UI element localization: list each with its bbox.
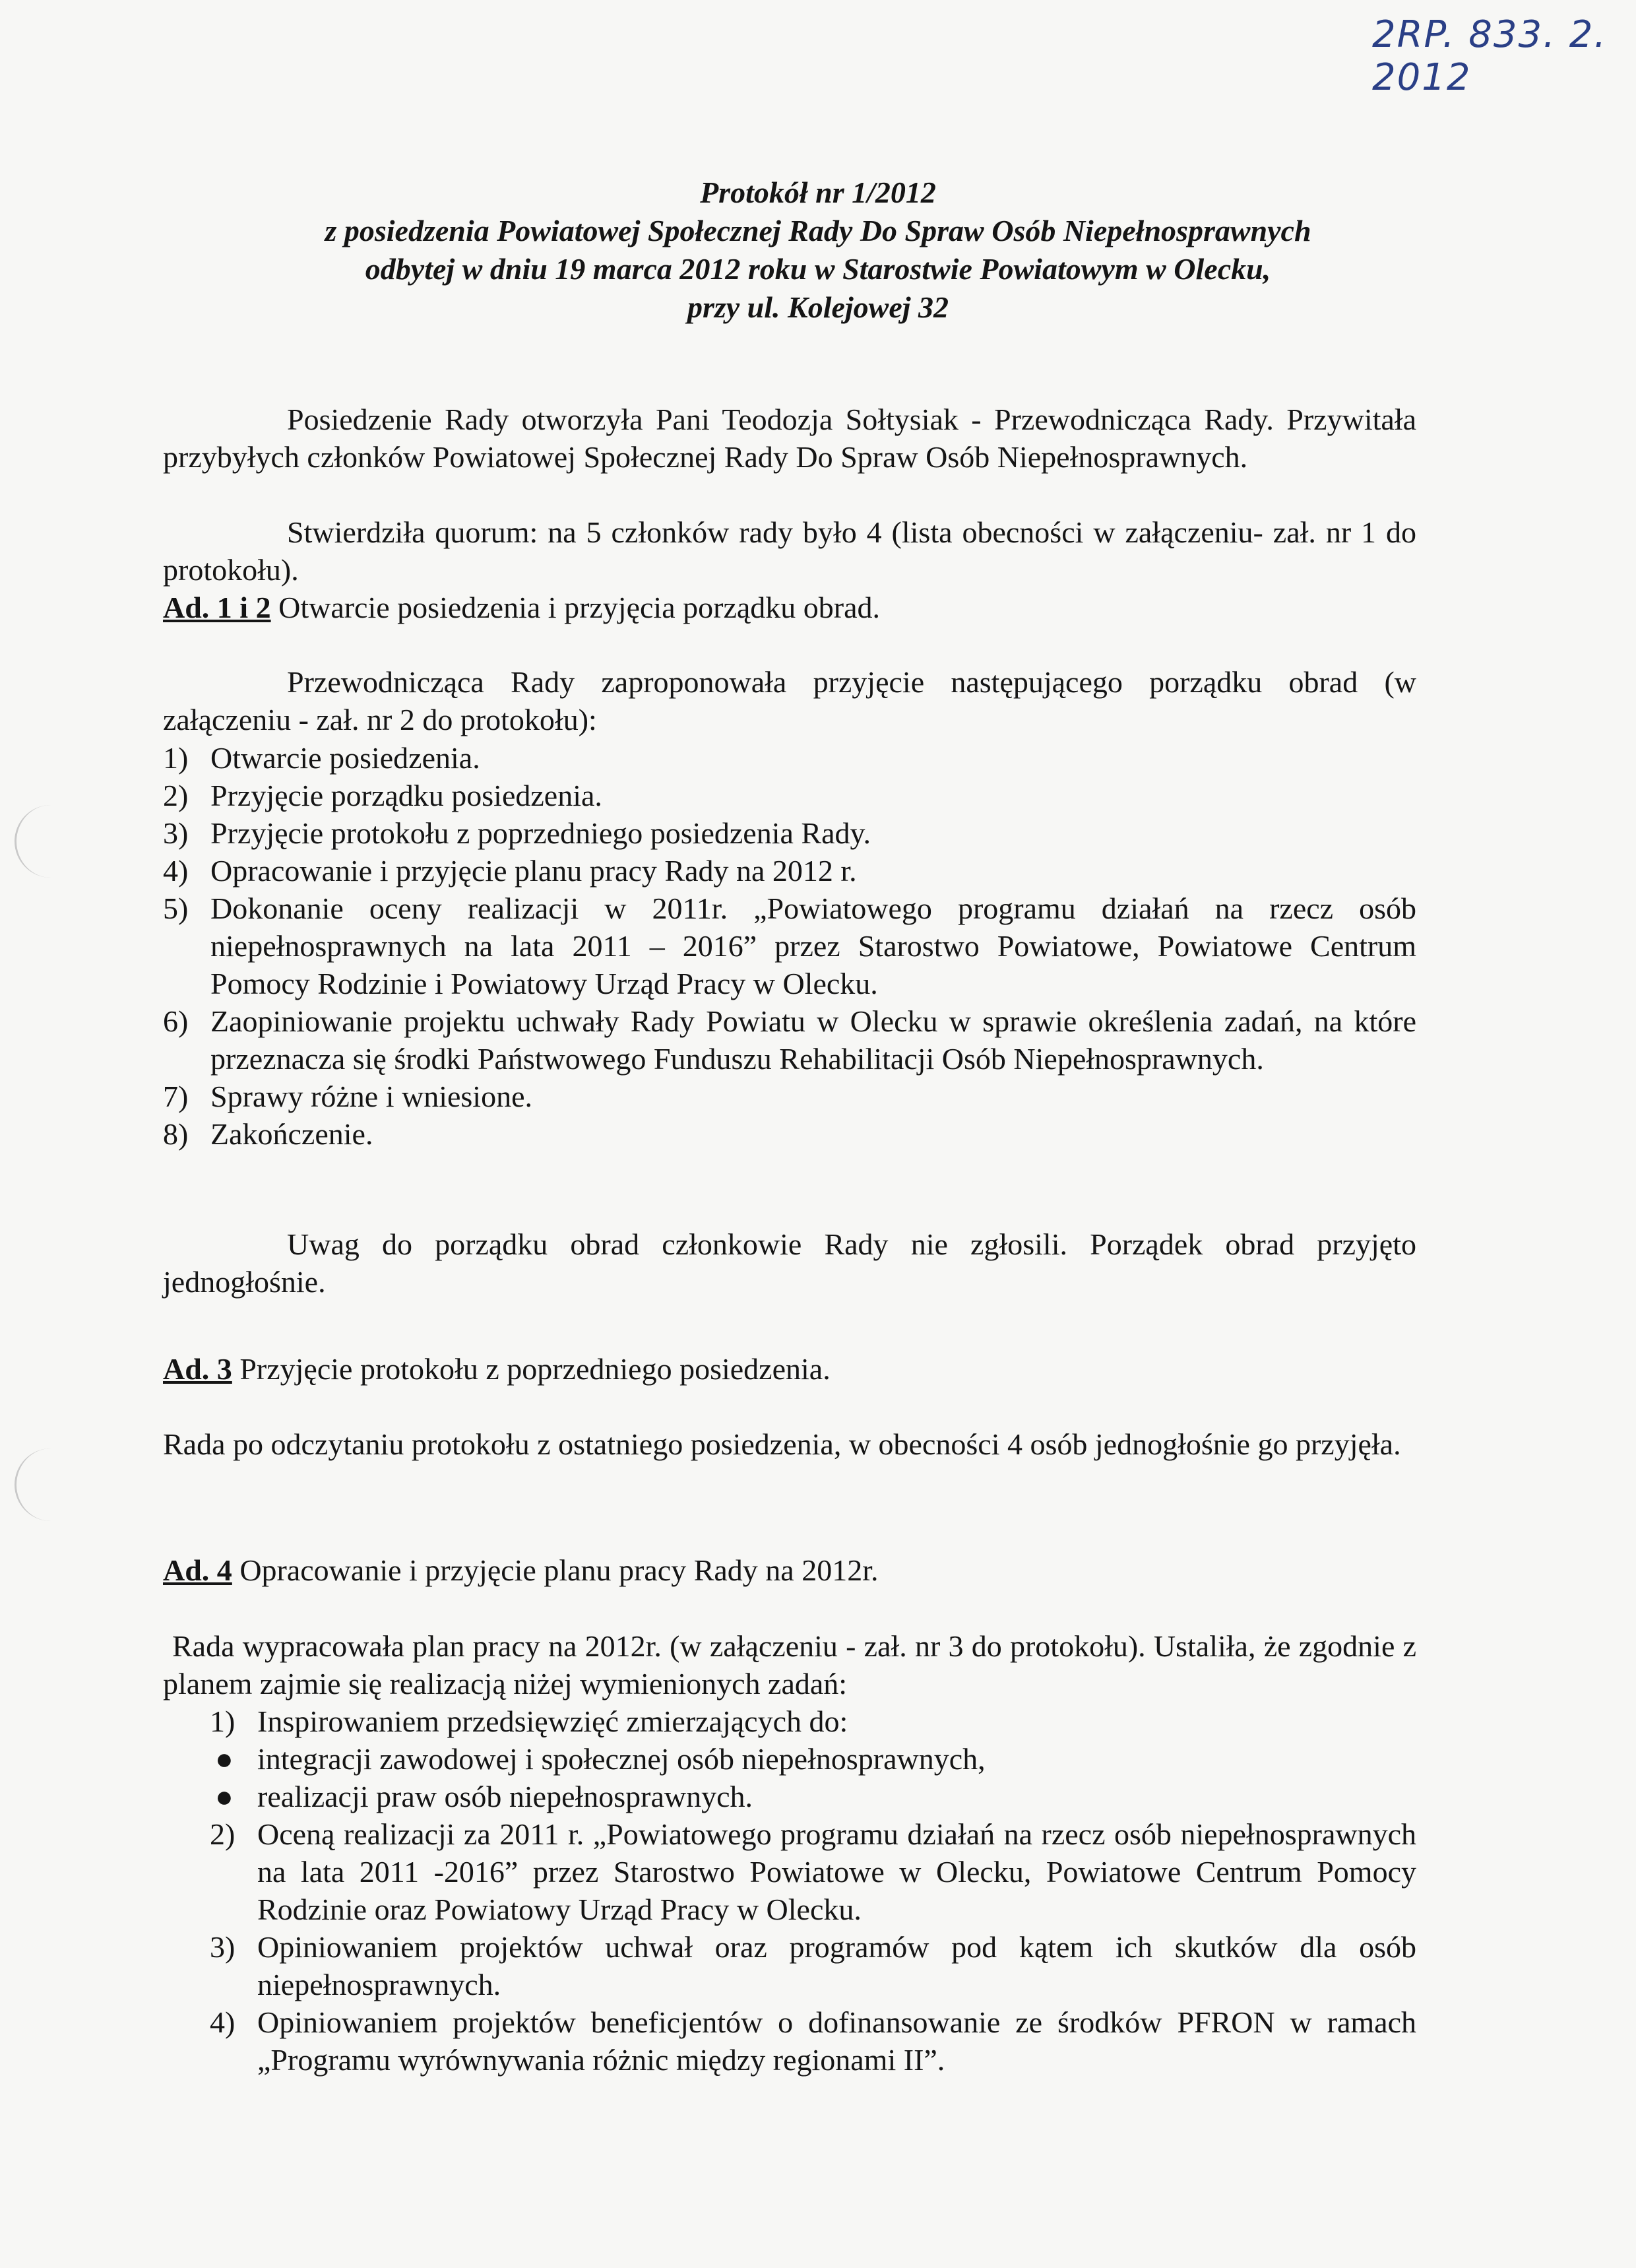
agenda-list: [163, 739, 1416, 1153]
list-item: 2) Przyjęcie porządku posiedzenia.: [163, 779, 602, 812]
section-heading-ad3: [163, 1350, 1416, 1388]
bullet-list: [210, 1740, 1416, 1815]
section-title: Opracowanie i przyjęcie planu pracy Rady na 2012r.: [232, 1553, 879, 1587]
list-item: 1) Inspirowaniem przedsięwzięć zmierzających do:: [210, 1704, 848, 1738]
agenda-intro-paragraph: Przewodnicząca Rady zaproponowała przyjęcie następującego porządku obrad (w załączeniu - zał. nr 2 do protokołu):: [163, 665, 1416, 736]
task-list-item-1: [210, 1702, 1416, 1740]
section-heading-ad4: [163, 1551, 1416, 1589]
list-item: ● integracji zawodowej i społecznej osób niepełnosprawnych,: [210, 1740, 1416, 1778]
section-label: Ad. 1 i 2: [163, 591, 271, 624]
list-item: 1) Otwarcie posiedzenia.: [163, 741, 480, 775]
section-title: Otwarcie posiedzenia i przyjęcia porządku obrad.: [270, 591, 881, 624]
ad3-paragraph: Rada po odczytaniu protokołu z ostatniego posiedzenia, w obecności 4 osób jednogłośnie go przyjęła.: [163, 1427, 1401, 1461]
list-item: 7) Sprawy różne i wniesione.: [163, 1080, 532, 1113]
document-title: Protokół nr 1/2012: [700, 176, 936, 209]
bullet-icon: ●: [215, 1780, 234, 1813]
document-subtitle: przy ul. Kolejowej 32: [687, 290, 949, 324]
section-label: Ad. 3: [163, 1352, 232, 1386]
task-list: [210, 1815, 1416, 2079]
intro-paragraph: Posiedzenie Rady otworzyła Pani Teodozja Sołtysiak - Przewodnicząca Rady. Przywitała przybyłych członków Powiatowej Społecznej Rady Do Spraw Osób Niepełnosprawnych.: [163, 403, 1416, 474]
list-item: 5) Dokonanie oceny realizacji w 2011r. „Powiatowego programu działań na rzecz osób niepełnosprawnych na lata 2011 – 2016” przez Starostwo Powiatowe, Powiatowe Centrum Pomocy Rodzinie i Powiatowy Urząd Pracy w Olecku.: [163, 891, 1416, 1000]
punch-hole-mark: [15, 1448, 63, 1521]
list-item: 4) Opracowanie i przyjęcie planu pracy Rady na 2012 r.: [163, 854, 857, 888]
section-heading-ad12: [163, 589, 1416, 626]
list-item: 6) Zaopiniowanie projektu uchwały Rady Powiatu w Olecku w sprawie określenia zadań, na które przeznacza się środki Państwowego Funduszu Rehabilitacji Osób Niepełnosprawnych.: [163, 1004, 1416, 1076]
document-subtitle: z posiedzenia Powiatowej Społecznej Rady Do Spraw Osób Niepełnosprawnych: [325, 214, 1311, 247]
ad4-paragraph: Rada wypracowała plan pracy na 2012r. (w załączeniu - zał. nr 3 do protokołu). Ustaliła, że zgodnie z planem zajmie się realizacją niżej wymienionych zadań:: [163, 1629, 1416, 1701]
section-title: Przyjęcie protokołu z poprzedniego posiedzenia.: [232, 1352, 831, 1386]
list-item: 3) Przyjęcie protokołu z poprzedniego posiedzenia Rady.: [163, 816, 871, 850]
list-item: 2) Oceną realizacji za 2011 r. „Powiatowego programu działań na rzecz osób niepełnosprawnych na lata 2011 -2016” przez Starostwo Powiatowe w Olecku, Powiatowe Centrum Pomocy Rodzinie oraz Powiatowy Urząd Pracy w Olecku.: [210, 1817, 1416, 1926]
handwritten-reference-number: 2RP. 833. 2. 2012: [1372, 13, 1608, 99]
document-subtitle: odbytej w dniu 19 marca 2012 roku w Starostwie Powiatowym w Olecku,: [365, 252, 1271, 286]
list-item: 8) Zakończenie.: [163, 1117, 373, 1151]
bullet-icon: ●: [215, 1742, 234, 1776]
list-item: ● realizacji praw osób niepełnosprawnych.: [210, 1778, 1416, 1815]
punch-hole-mark: [15, 805, 63, 878]
list-item: 3) Opiniowaniem projektów uchwał oraz programów pod kątem ich skutków dla osób niepełnosprawnych.: [210, 1930, 1416, 2001]
list-item: 4) Opiniowaniem projektów beneficjentów o dofinansowanie ze środków PFRON w ramach „Programu wyrównywania różnic między regionami II”.: [210, 2005, 1416, 2077]
quorum-paragraph: Stwierdziła quorum: na 5 członków rady było 4 (lista obecności w załączeniu- zał. nr 1 do protokołu).: [163, 515, 1416, 587]
section-label: Ad. 4: [163, 1553, 232, 1587]
agenda-closing-paragraph: Uwag do porządku obrad członkowie Rady nie zgłosili. Porządek obrad przyjęto jednogłośnie.: [163, 1227, 1416, 1299]
